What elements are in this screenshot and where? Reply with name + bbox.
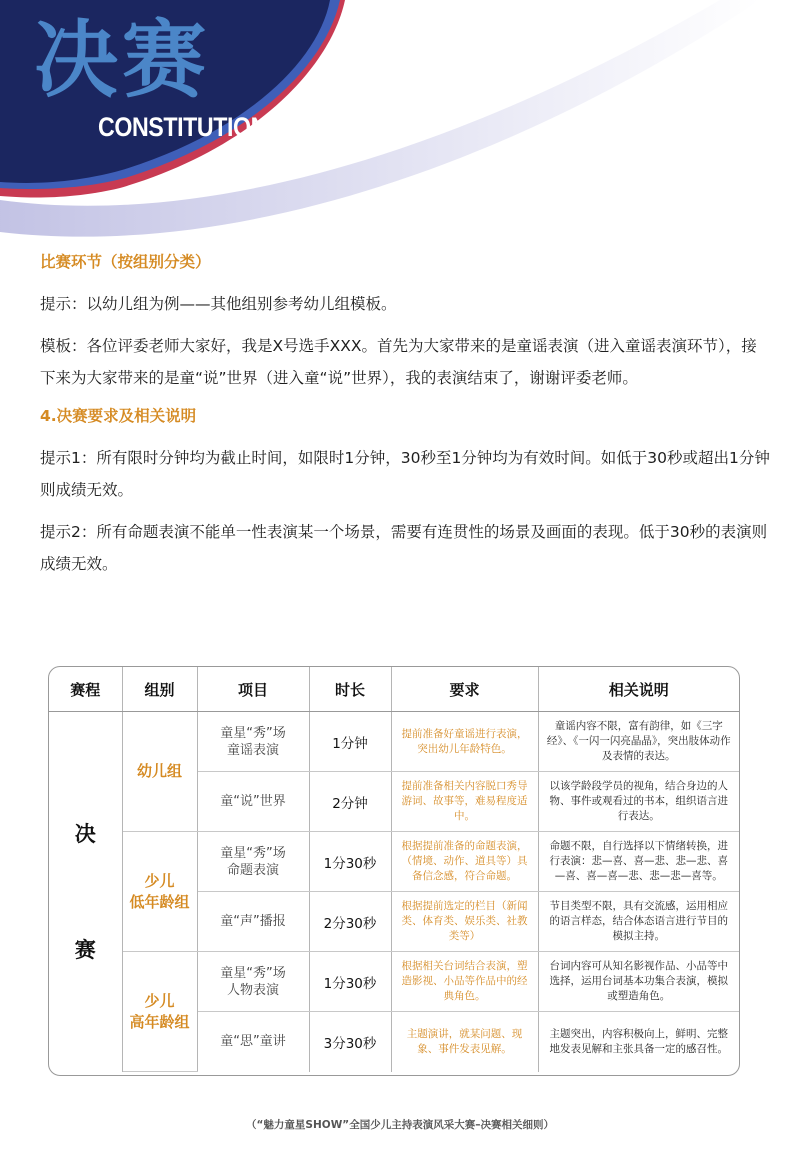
template-paragraph: 模板：各位评委老师大家好，我是X号选手XXX。首先为大家带来的是童谣表演（进入童谣表演环节），接下来为大家带来的是童“说”世界（进入童“说”世界），我的表演结束了，谢谢评委老师。 [40,337,757,387]
note-cell: 命题不限，自行选择以下情绪转换，进行表演：悲—喜、喜—悲、悲—悲、喜—喜、喜—喜—悲、悲—悲—喜等。 [538,832,739,892]
table-row [49,952,739,1012]
header-item: 项目 [197,667,309,712]
group-name: 少儿 高年龄组 [129,991,190,1031]
group-name: 少儿 低年龄组 [129,871,190,911]
item-cell: 童“说”世界 [197,772,309,832]
section-heading-stages: 比赛环节（按组别分类） [40,253,211,271]
header-requirement: 要求 [391,667,538,712]
item-cell: 童“思”童讲 [197,1012,309,1072]
duration-cell: 3分30秒 [309,1012,391,1072]
table-row [49,712,739,772]
duration-cell: 2分30秒 [309,892,391,952]
stage-char: 赛 [74,937,96,962]
header-stage: 赛程 [49,667,122,712]
requirement-cell: 提前准备好童谣进行表演，突出幼儿年龄特色。 [391,712,538,772]
item-cell: 童星“秀”场 命题表演 [197,832,309,892]
table-row [49,832,739,892]
item-cell: 童“声”播报 [197,892,309,952]
table-header-row [49,667,739,712]
note-cell: 主题突出，内容积极向上，鲜明、完整地发表见解和主张具备一定的感召性。 [549,1027,728,1055]
header-group: 组别 [122,667,197,712]
duration-cell: 2分钟 [309,772,391,832]
section-heading-requirements: 4.决赛要求及相关说明 [40,407,197,425]
stage-char: 决 [74,821,96,846]
tip-paragraph: 提示：以幼儿组为例——其他组别参考幼儿组模板。 [40,295,397,313]
requirement-cell: 根据提前准备的命题表演，（情境、动作、道具等）具备信念感，符合命题。 [391,832,538,892]
item-cell: 童星“秀”场 人物表演 [197,952,309,1012]
requirement-cell: 提前准备相关内容脱口秀导游词、故事等，难易程度适中。 [391,772,538,832]
requirement-cell: 主题演讲，就某问题、现象、事件发表见解。 [391,1012,538,1072]
tip1-paragraph: 提示1：所有限时分钟均为截止时间，如限时1分钟，30秒至1分钟均为有效时间。如低于30秒或超出1分钟则成绩无效。 [40,449,770,499]
stage-cell [49,712,122,1072]
item-cell: 童星“秀”场 童谣表演 [197,712,309,772]
rules-table [48,666,740,1076]
group-cell [122,832,197,952]
rules-text [40,250,770,590]
note-cell: 童谣内容不限，富有韵律，如《三字经》、《一闪一闪亮晶晶》，突出肢体动作及表情的表达。 [538,712,739,772]
note-cell: 以该学龄段学员的视角，结合身边的人物、事件或观看过的书本，组织语言进行表达。 [538,772,739,832]
note-cell: 台词内容可从知名影视作品、小品等中选择，运用台词基本功集合表演，模拟或塑造角色。 [538,952,739,1012]
group-cell: 幼儿组 [122,712,197,832]
requirement-cell: 根据相关台词结合表演，塑造影视、小品等作品中的经典角色。 [391,952,538,1012]
group-cell [122,952,197,1072]
header-note: 相关说明 [538,667,739,712]
requirement-cell: 根据提前选定的栏目（新闻类、体育类、娱乐类、社教类等） [391,892,538,952]
duration-cell: 1分30秒 [309,952,391,1012]
header-duration: 时长 [309,667,391,712]
duration-cell: 1分钟 [309,712,391,772]
page-title: 决赛 [34,11,211,109]
footer-caption: （“魅力童星SHOW”全国少儿主持表演风采大赛–决赛相关细则） [246,1119,554,1131]
duration-cell: 1分30秒 [309,832,391,892]
tip2-paragraph: 提示2：所有命题表演不能单一性表演某一个场景，需要有连贯性的场景及画面的表现。低于30秒的表演则成绩无效。 [40,523,768,573]
page-subtitle: CONSTITUTION [98,112,267,142]
note-cell: 节目类型不限，具有交流感，运用相应的语言样态，结合体态语言进行节目的模拟主持。 [538,892,739,952]
